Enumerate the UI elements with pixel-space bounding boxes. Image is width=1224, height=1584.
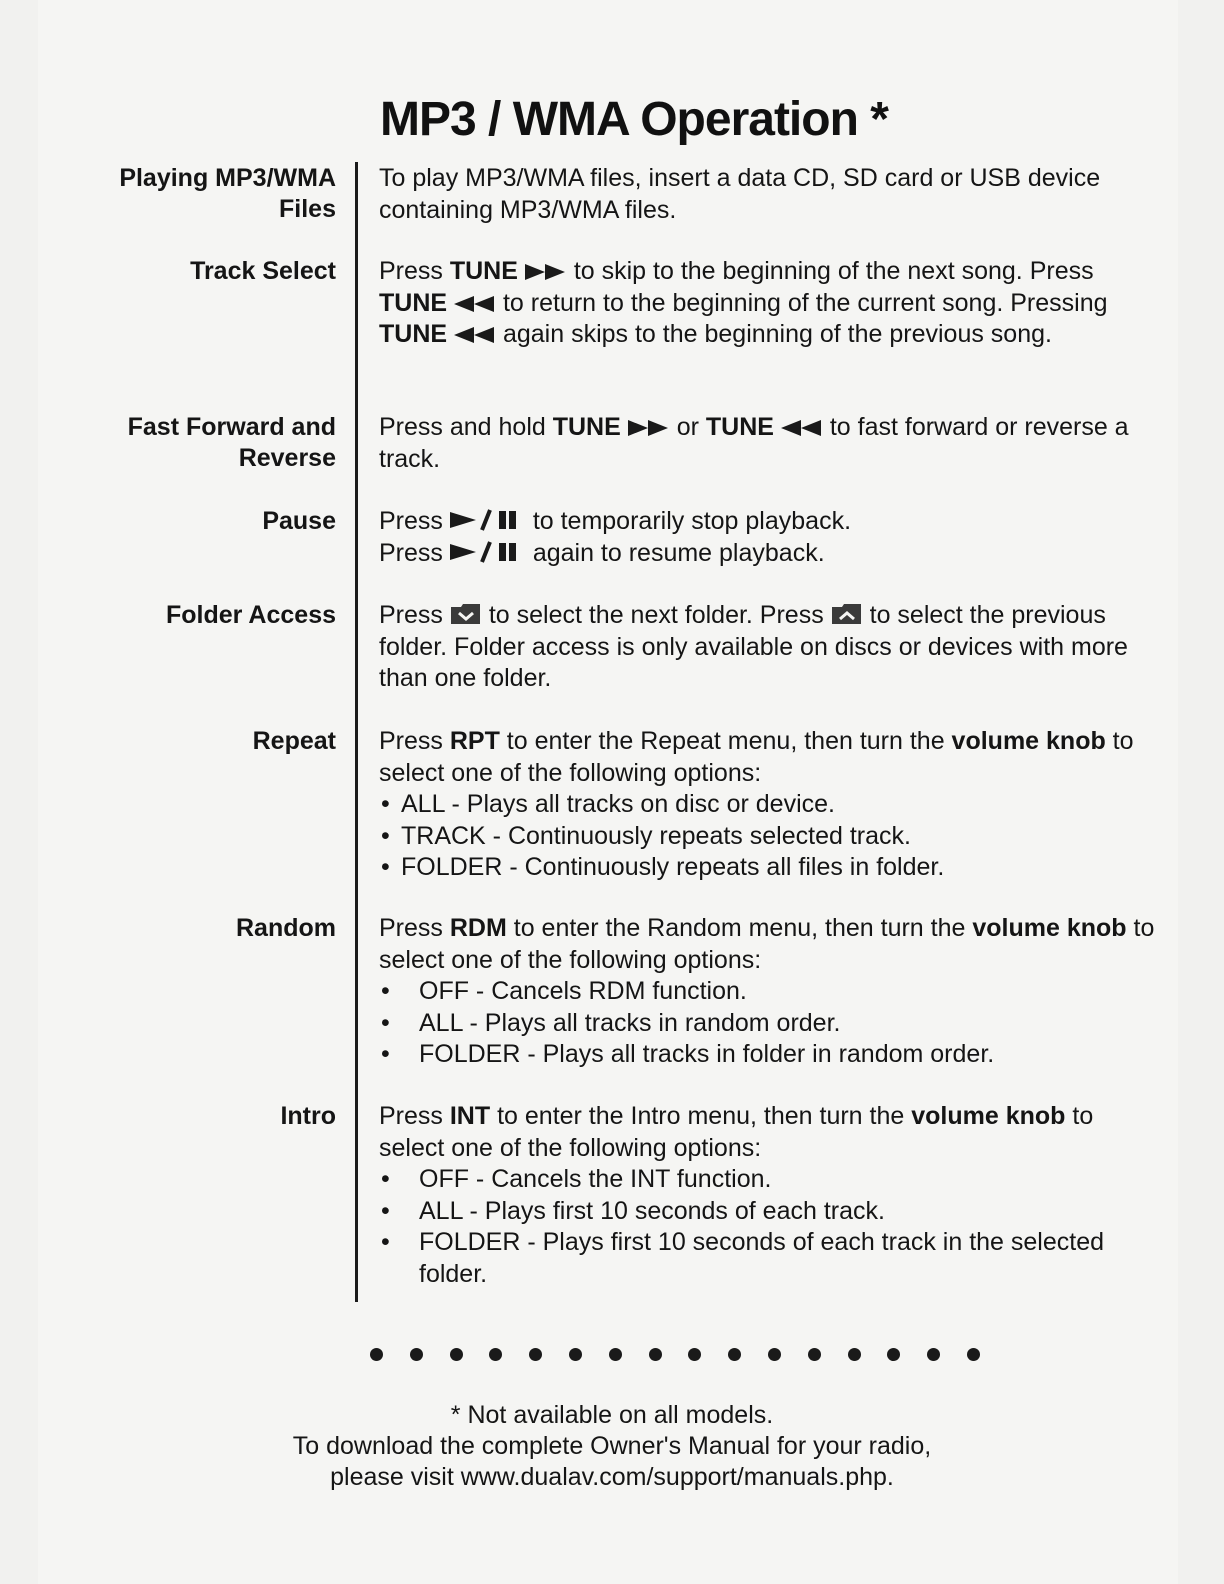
list-item: • OFF - Cancels the INT function. — [379, 1164, 1159, 1196]
section-label-random: Random — [236, 914, 336, 942]
separator-dot — [410, 1348, 423, 1361]
dot-separator — [370, 1348, 980, 1361]
separator-dot — [489, 1348, 502, 1361]
separator-dot — [927, 1348, 940, 1361]
separator-dot — [450, 1348, 463, 1361]
separator-dot — [967, 1348, 980, 1361]
intro-options-list — [379, 1164, 1159, 1290]
column-divider — [355, 162, 358, 1302]
folder-up-icon — [831, 603, 863, 625]
footer-line: To download the complete Owner's Manual for your radio, — [292, 1432, 932, 1460]
list-item: • ALL - Plays all tracks on disc or device. — [379, 789, 1159, 821]
play-pause-icon — [450, 541, 526, 563]
section-label-track-select: Track Select — [190, 257, 336, 285]
section-label-intro: Intro — [280, 1102, 336, 1130]
separator-dot — [609, 1348, 622, 1361]
separator-dot — [370, 1348, 383, 1361]
folder-down-icon — [450, 603, 482, 625]
play-pause-icon — [450, 509, 526, 531]
section-body-intro: Press INT to enter the Intro menu, then turn the volume knob to select one of the following options: • OFF - Cancels the INT function. • ALL - Plays first 10 seconds of each track. • FOLDER - Plays first 10 seconds of each track in the selected folder. — [379, 1101, 1159, 1290]
repeat-options-list — [379, 789, 1159, 884]
separator-dot — [728, 1348, 741, 1361]
section-body-pause: Press to temporarily stop playback. Press again to resume playback. — [379, 507, 852, 567]
list-item: • FOLDER - Plays all tracks in folder in random order. — [379, 1039, 1159, 1071]
separator-dot — [808, 1348, 821, 1361]
footnote: * Not available on all models. — [450, 1401, 774, 1429]
skip-back-icon — [454, 326, 496, 344]
separator-dot — [569, 1348, 582, 1361]
random-options-list — [379, 976, 1159, 1071]
skip-forward-icon — [628, 419, 670, 437]
section-label-playing: Playing MP3/WMA Files — [119, 164, 336, 223]
separator-dot — [887, 1348, 900, 1361]
list-item: • ALL - Plays first 10 seconds of each track. — [379, 1196, 1159, 1228]
skip-back-icon — [454, 295, 496, 313]
section-body-random: Press RDM to enter the Random menu, then turn the volume knob to select one of the following options: • OFF - Cancels RDM function. • ALL - Plays all tracks in random order. • FOLDER - Plays all tracks in folder in random order. — [379, 913, 1159, 1071]
page-title: MP3 / WMA Operation * — [380, 93, 888, 146]
skip-forward-icon — [525, 263, 567, 281]
separator-dot — [688, 1348, 701, 1361]
section-label-repeat: Repeat — [252, 727, 336, 755]
list-item: • ALL - Plays all tracks in random order. — [379, 1008, 1159, 1040]
separator-dot — [848, 1348, 861, 1361]
section-body-folder-access: Press to select the next folder. Press to select the previous folder. Folder access is only available on discs or devices with more than one folder. — [379, 601, 1128, 692]
list-item: • TRACK - Continuously repeats selected track. — [379, 821, 1159, 853]
list-item: • FOLDER - Continuously repeats all files in folder. — [379, 852, 1159, 884]
section-body-repeat: Press RPT to enter the Repeat menu, then turn the volume knob to select one of the following options: • ALL - Plays all tracks on disc or device. • TRACK - Continuously repeats selected track. • FOLDER - Continuously repeats all files in folder. — [379, 726, 1159, 884]
section-body-playing: To play MP3/WMA files, insert a data CD, SD card or USB device containing MP3/WMA files. — [379, 164, 1101, 224]
separator-dot — [529, 1348, 542, 1361]
section-body-track-select: Press TUNE to skip to the beginning of the next song. Press TUNE to return to the beginning of the current song. Pressing TUNE again skips to the beginning of the previous song. — [379, 257, 1108, 348]
section-label-folder-access: Folder Access — [166, 601, 336, 629]
section-label-fast-forward: Fast Forward and Reverse — [127, 413, 336, 472]
skip-back-icon — [781, 419, 823, 437]
separator-dot — [768, 1348, 781, 1361]
list-item: • FOLDER - Plays first 10 seconds of each track in the selected folder. — [379, 1227, 1119, 1290]
footer-url-line: please visit www.dualav.com/support/manuals.php. — [330, 1463, 894, 1491]
separator-dot — [649, 1348, 662, 1361]
section-body-fast-forward: Press and hold TUNE or TUNE to fast forward or reverse a track. — [379, 413, 1129, 473]
footer — [0, 1400, 1224, 1493]
section-label-pause: Pause — [262, 507, 336, 535]
list-item: • OFF - Cancels RDM function. — [379, 976, 1159, 1008]
